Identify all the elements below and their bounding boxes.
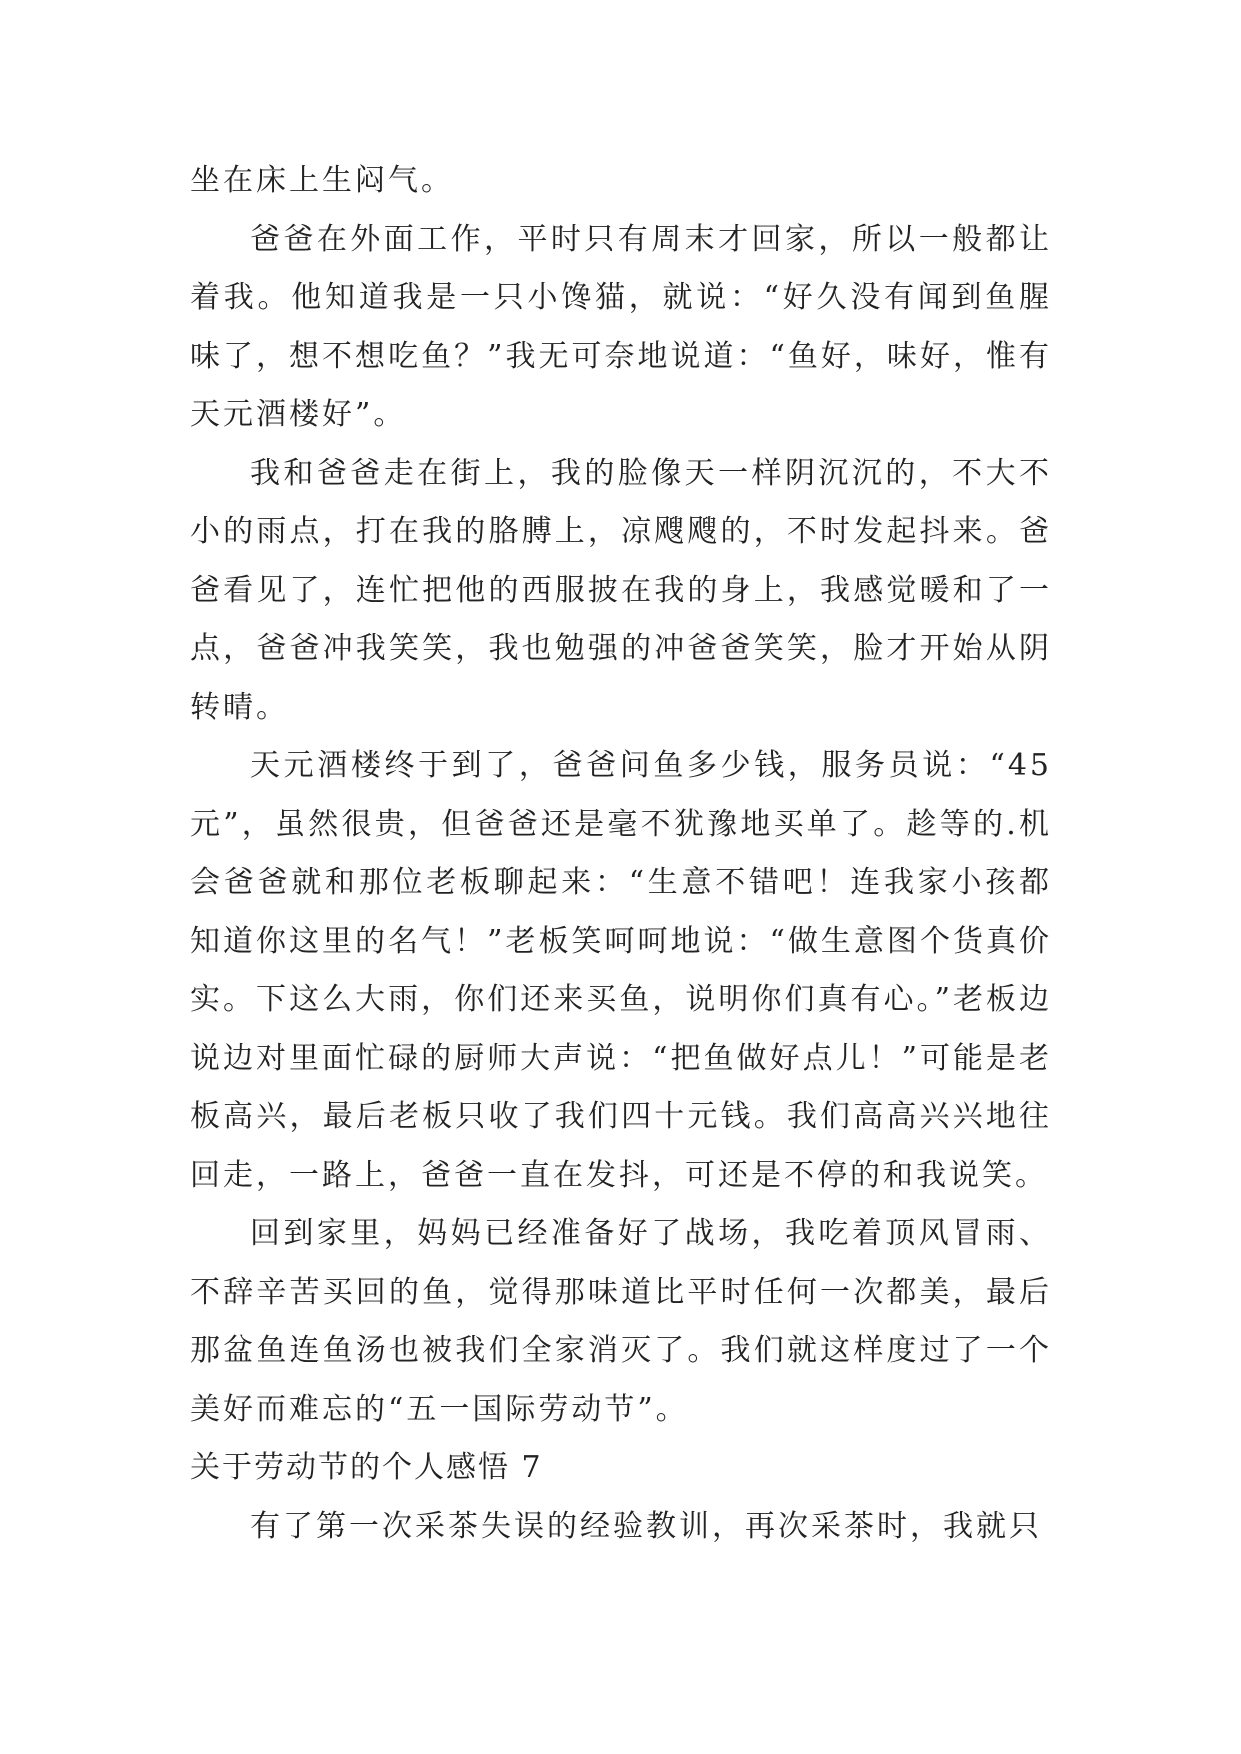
paragraph: 我和爸爸走在街上，我的脸像天一样阴沉沉的，不大不小的雨点，打在我的胳膊上，凉飕飕的，不时发起抖来。爸爸看见了，连忙把他的西服披在我的身上，我感觉暖和了一点，爸爸冲我笑笑，我也勉强的冲爸爸笑笑，脸才开始从阴转晴。	[190, 455, 1052, 725]
paragraph: 坐在床上生闷气。	[190, 163, 454, 198]
paragraph: 爸爸在外面工作，平时只有周末才回家，所以一般都让着我。他知道我是一只小馋猫，就说：“好久没有闻到鱼腥味了，想不想吃鱼？”我无可奈地说道：“鱼好，味好，惟有天元酒楼好”。	[190, 221, 1052, 432]
section-heading: 关于劳动节的个人感悟 7	[190, 1450, 543, 1485]
paragraph: 回到家里，妈妈已经准备好了战场，我吃着顶风冒雨、不辞辛苦买回的鱼，觉得那味道比平时任何一次都美，最后那盆鱼连鱼汤也被我们全家消灭了。我们就这样度过了一个美好而难忘的“五一国际劳动节”。	[190, 1216, 1052, 1427]
paragraph: 有了第一次采茶失误的经验教训，再次采茶时，我就只	[250, 1508, 1042, 1544]
paragraph: 天元酒楼终于到了，爸爸问鱼多少钱，服务员说：“45元”，虽然很贵，但爸爸还是毫不犹豫地买单了。趁等的.机会爸爸就和那位老板聊起来：“生意不错吧！连我家小孩都知道你这里的名气！”老板笑呵呵地说：“做生意图个货真价实。下这么大雨，你们还来买鱼，说明你们真有心。”老板边说边对里面忙碌的厨师大声说：“把鱼做好点儿！”可能是老板高兴，最后老板只收了我们四十元钱。我们高高兴兴地往回走，一路上，爸爸一直在发抖，可还是不停的和我说笑。	[190, 748, 1052, 1193]
document-page	[190, 152, 1052, 1556]
